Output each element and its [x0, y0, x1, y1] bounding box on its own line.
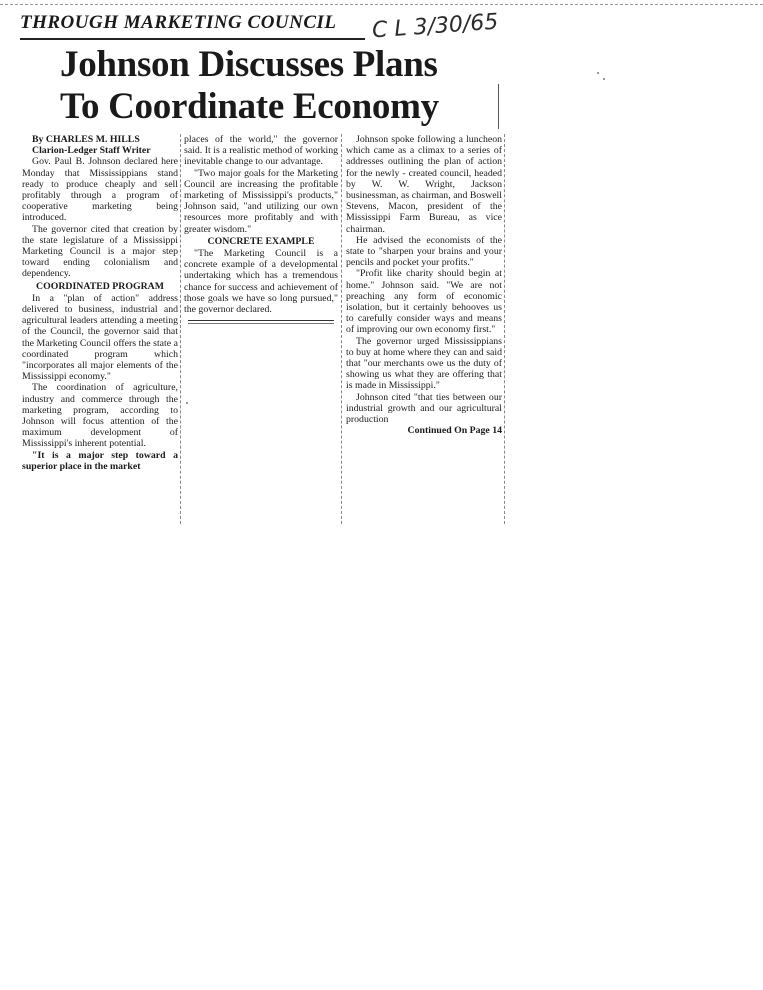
headline-side-rule: [498, 84, 499, 129]
subheading-concrete-example: CONCRETE EXAMPLE: [207, 235, 315, 247]
paragraph: "The Marketing Council is a concrete example of a developmental undertaking which has a tremendous chance for success and achievement of those goals we have so long pursued," the governor declared.: [184, 248, 338, 316]
handwritten-note: C L 3/30/65: [371, 9, 500, 44]
scan-speck: [186, 402, 188, 404]
byline-org: Clarion-Ledger Staff Writer: [32, 145, 151, 157]
paragraph: Gov. Paul B. Johnson declared here Monday that Mississippians stand ready to produce cheaply and sell profitably through a program of cooperative marketing being introduced.: [22, 156, 178, 224]
kicker-heading: THROUGH MARKETING COUNCIL: [20, 12, 337, 33]
paragraph: places of the world," the governor said. It is a realistic method of working inevitable change to our advantage.: [184, 134, 338, 168]
article-column-3: [346, 134, 502, 436]
paragraph: Johnson spoke following a luncheon which came as a climax to a series of addresses outlining the plan of action for the newly - created council, headed by W. W. Wright, Jackson businessman, as chairman, and Boswell Stevens, Macon, president of the Mississippi Farm Bureau, as vice chairman.: [346, 134, 502, 235]
byline: By CHARLES M. HILLS: [32, 134, 140, 145]
article-column-1: [22, 134, 178, 472]
paragraph: "It is a major step toward a superior place in the market: [22, 449, 178, 472]
kicker-rule: [20, 38, 365, 40]
column-separator-2: [341, 134, 342, 524]
scan-speck: [597, 72, 599, 74]
paragraph: "Profit like charity should begin at home." Johnson said. "We are not preaching any form of economic isolation, but it certainly behooves us to carefully consider ways and means of improving our own economy first.": [346, 268, 502, 336]
column-separator-3: [504, 134, 505, 524]
subheading-coordinated-program: COORDINATED PROGRAM: [36, 280, 164, 292]
paragraph: Johnson cited "that ties between our industrial growth and our agricultural production: [346, 391, 502, 426]
column-end-rule: [188, 320, 334, 324]
paragraph: The coordination of agriculture, industry and commerce through the marketing program, according to Johnson will focus attention of the maximum development of Mississippi's inherent potential.: [22, 382, 178, 450]
paragraph: "Two major goals for the Marketing Council are increasing the profitable marketing of Mississippi's products," Johnson said, "and utilizing our own resources more profitably and with greater wisdom.": [184, 167, 338, 235]
paragraph: The governor urged Mississippians to buy at home where they can and said that "our merchants owe us the duty of showing us what they are offering that is made in Mississippi.": [346, 335, 502, 392]
column-separator-1: [180, 134, 181, 524]
paragraph: The governor cited that creation by the state legislature of a Mississippi Marketing Council is a major step toward ending colonialism and dependency.: [22, 223, 178, 280]
paragraph: He advised the economists of the state to "sharpen your brains and your pencils and pocket your profits.": [346, 234, 502, 269]
headline-line-2: To Coordinate Economy: [60, 86, 439, 127]
headline-line-1: Johnson Discusses Plans: [60, 44, 438, 85]
article-column-2: [184, 134, 338, 324]
headline: [60, 44, 480, 128]
paragraph: In a "plan of action" address delivered to business, industrial and agricultural leaders attending a meeting of the Council, the governor said that the Marketing Council offers the state a coordinated program which "incorporates all major elements of the Mississippi economy.": [22, 292, 178, 383]
scan-speck: [603, 78, 605, 80]
top-dashed-edge: [0, 4, 763, 5]
continued-on-page: Continued On Page 14: [407, 425, 502, 437]
